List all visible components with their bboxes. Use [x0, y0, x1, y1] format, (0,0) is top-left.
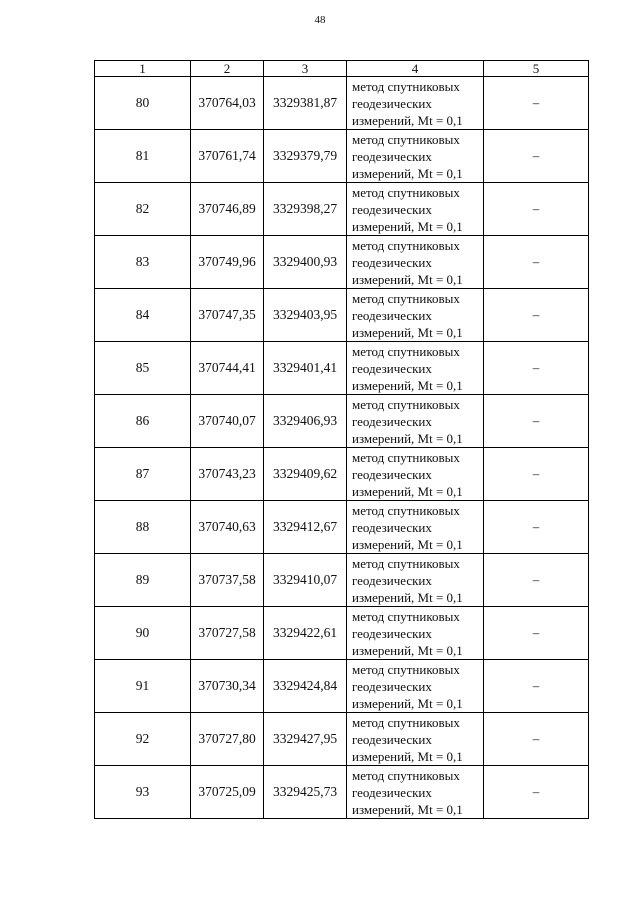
- method-line: геодезических: [352, 148, 432, 164]
- method-line: измерений, Mt = 0,1: [352, 112, 463, 128]
- method-cell: [347, 766, 484, 819]
- y-coordinate-cell: 3329379,79: [264, 130, 347, 183]
- header-cell: 5: [484, 61, 589, 77]
- header-cell: 3: [264, 61, 347, 77]
- point-number-cell: 83: [95, 236, 191, 289]
- method-line: геодезических: [352, 519, 432, 535]
- x-coordinate-cell: 370727,58: [191, 607, 264, 660]
- method-line: геодезических: [352, 95, 432, 111]
- method-cell: [347, 77, 484, 130]
- point-number-cell: 85: [95, 342, 191, 395]
- method-line: метод спутниковых: [352, 502, 460, 518]
- method-line: геодезических: [352, 413, 432, 429]
- table-row: [95, 289, 589, 342]
- table-row: [95, 395, 589, 448]
- method-line: метод спутниковых: [352, 608, 460, 624]
- y-coordinate-cell: 3329401,41: [264, 342, 347, 395]
- method-cell: [347, 130, 484, 183]
- method-line: геодезических: [352, 466, 432, 482]
- method-cell: [347, 607, 484, 660]
- note-cell: –: [484, 289, 589, 342]
- x-coordinate-cell: 370764,03: [191, 77, 264, 130]
- method-line: измерений, Mt = 0,1: [352, 324, 463, 340]
- point-number-cell: 92: [95, 713, 191, 766]
- method-line: измерений, Mt = 0,1: [352, 430, 463, 446]
- table-row: [95, 183, 589, 236]
- table-row: [95, 130, 589, 183]
- point-number-cell: 89: [95, 554, 191, 607]
- y-coordinate-cell: 3329410,07: [264, 554, 347, 607]
- note-cell: –: [484, 395, 589, 448]
- y-coordinate-cell: 3329427,95: [264, 713, 347, 766]
- point-number-cell: 86: [95, 395, 191, 448]
- method-line: метод спутниковых: [352, 131, 460, 147]
- table-row: [95, 236, 589, 289]
- method-line: геодезических: [352, 201, 432, 217]
- table-row: [95, 554, 589, 607]
- point-number-cell: 84: [95, 289, 191, 342]
- x-coordinate-cell: 370746,89: [191, 183, 264, 236]
- method-line: измерений, Mt = 0,1: [352, 642, 463, 658]
- method-line: геодезических: [352, 784, 432, 800]
- method-cell: [347, 236, 484, 289]
- coordinates-table: [94, 60, 589, 819]
- method-line: метод спутниковых: [352, 184, 460, 200]
- note-cell: –: [484, 607, 589, 660]
- note-cell: –: [484, 236, 589, 289]
- method-cell: [347, 342, 484, 395]
- x-coordinate-cell: 370744,41: [191, 342, 264, 395]
- point-number-cell: 80: [95, 77, 191, 130]
- method-line: метод спутниковых: [352, 343, 460, 359]
- method-line: измерений, Mt = 0,1: [352, 589, 463, 605]
- note-cell: –: [484, 766, 589, 819]
- header-cell: 2: [191, 61, 264, 77]
- x-coordinate-cell: 370727,80: [191, 713, 264, 766]
- method-line: измерений, Mt = 0,1: [352, 165, 463, 181]
- x-coordinate-cell: 370749,96: [191, 236, 264, 289]
- table-row: [95, 766, 589, 819]
- x-coordinate-cell: 370725,09: [191, 766, 264, 819]
- x-coordinate-cell: 370740,63: [191, 501, 264, 554]
- y-coordinate-cell: 3329398,27: [264, 183, 347, 236]
- method-cell: [347, 713, 484, 766]
- method-cell: [347, 554, 484, 607]
- point-number-cell: 82: [95, 183, 191, 236]
- method-line: геодезических: [352, 360, 432, 376]
- y-coordinate-cell: 3329425,73: [264, 766, 347, 819]
- note-cell: –: [484, 713, 589, 766]
- point-number-cell: 81: [95, 130, 191, 183]
- y-coordinate-cell: 3329403,95: [264, 289, 347, 342]
- table-row: [95, 607, 589, 660]
- x-coordinate-cell: 370737,58: [191, 554, 264, 607]
- point-number-cell: 93: [95, 766, 191, 819]
- x-coordinate-cell: 370740,07: [191, 395, 264, 448]
- y-coordinate-cell: 3329422,61: [264, 607, 347, 660]
- table-row: [95, 501, 589, 554]
- y-coordinate-cell: 3329381,87: [264, 77, 347, 130]
- x-coordinate-cell: 370743,23: [191, 448, 264, 501]
- method-line: метод спутниковых: [352, 555, 460, 571]
- method-cell: [347, 183, 484, 236]
- method-line: измерений, Mt = 0,1: [352, 218, 463, 234]
- method-cell: [347, 660, 484, 713]
- method-cell: [347, 289, 484, 342]
- x-coordinate-cell: 370761,74: [191, 130, 264, 183]
- method-line: геодезических: [352, 678, 432, 694]
- method-line: геодезических: [352, 307, 432, 323]
- method-line: измерений, Mt = 0,1: [352, 271, 463, 287]
- method-line: метод спутниковых: [352, 767, 460, 783]
- note-cell: –: [484, 660, 589, 713]
- header-cell: 4: [347, 61, 484, 77]
- table-row: [95, 713, 589, 766]
- note-cell: –: [484, 501, 589, 554]
- y-coordinate-cell: 3329400,93: [264, 236, 347, 289]
- note-cell: –: [484, 183, 589, 236]
- table-row: [95, 660, 589, 713]
- note-cell: –: [484, 554, 589, 607]
- table-row: [95, 342, 589, 395]
- method-cell: [347, 395, 484, 448]
- note-cell: –: [484, 448, 589, 501]
- method-line: метод спутниковых: [352, 237, 460, 253]
- note-cell: –: [484, 130, 589, 183]
- method-cell: [347, 501, 484, 554]
- method-line: измерений, Mt = 0,1: [352, 748, 463, 764]
- method-line: метод спутниковых: [352, 396, 460, 412]
- point-number-cell: 88: [95, 501, 191, 554]
- method-line: метод спутниковых: [352, 449, 460, 465]
- method-line: геодезических: [352, 625, 432, 641]
- table-body: [95, 77, 589, 819]
- method-line: метод спутниковых: [352, 661, 460, 677]
- x-coordinate-cell: 370730,34: [191, 660, 264, 713]
- method-line: геодезических: [352, 572, 432, 588]
- method-line: измерений, Mt = 0,1: [352, 483, 463, 499]
- y-coordinate-cell: 3329409,62: [264, 448, 347, 501]
- y-coordinate-cell: 3329406,93: [264, 395, 347, 448]
- note-cell: –: [484, 342, 589, 395]
- method-line: метод спутниковых: [352, 290, 460, 306]
- table-header-row: [95, 61, 589, 77]
- y-coordinate-cell: 3329412,67: [264, 501, 347, 554]
- point-number-cell: 90: [95, 607, 191, 660]
- method-line: геодезических: [352, 254, 432, 270]
- method-line: измерений, Mt = 0,1: [352, 377, 463, 393]
- method-line: метод спутниковых: [352, 714, 460, 730]
- x-coordinate-cell: 370747,35: [191, 289, 264, 342]
- table-row: [95, 448, 589, 501]
- method-line: геодезических: [352, 731, 432, 747]
- header-cell: 1: [95, 61, 191, 77]
- note-cell: –: [484, 77, 589, 130]
- method-cell: [347, 448, 484, 501]
- method-line: метод спутниковых: [352, 78, 460, 94]
- table-row: [95, 77, 589, 130]
- method-line: измерений, Mt = 0,1: [352, 695, 463, 711]
- point-number-cell: 91: [95, 660, 191, 713]
- y-coordinate-cell: 3329424,84: [264, 660, 347, 713]
- point-number-cell: 87: [95, 448, 191, 501]
- method-line: измерений, Mt = 0,1: [352, 536, 463, 552]
- page-number: 48: [314, 14, 326, 26]
- method-line: измерений, Mt = 0,1: [352, 801, 463, 817]
